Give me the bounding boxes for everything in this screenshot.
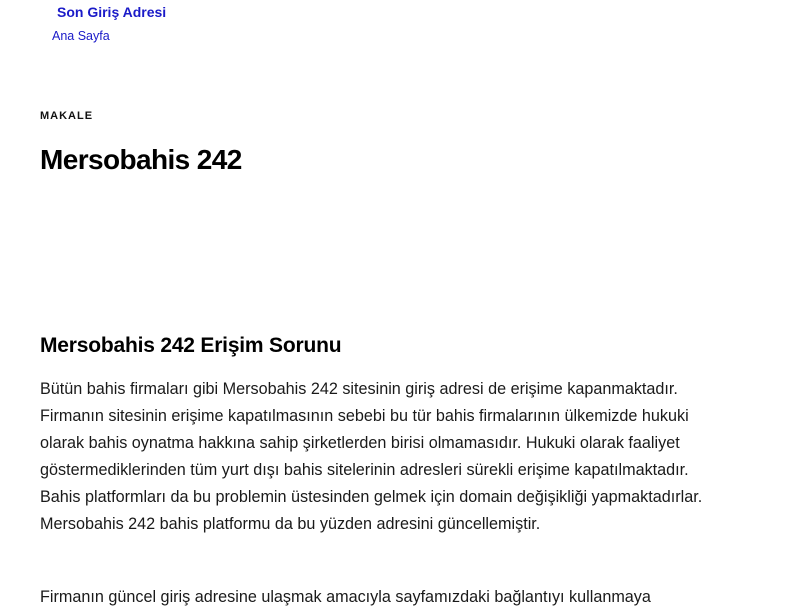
article-paragraph: Firmanın güncel giriş adresine ulaşmak amacıyla sayfamızdaki bağlantıyı kullanmaya	[40, 588, 651, 606]
article-paragraph: Bütün bahis firmaları gibi Mersobahis 242 sitesinin giriş adresi de erişime kapanmaktadır. Firmanın sitesinin erişime kapatılmasının sebebi bu tür bahis firmalarının ülkemizde hukuki olarak bahis oynatma hakkına sahip şirketlerden birisi olmamasıdır. Hukuki olarak faaliyet göstermediklerinden tüm yurt dışı bahis sitelerinin adresleri sürekli erişime kapatılmaktadır. Bahis platformları da bu problemin üstesinden gelmek için domain değişikliği yapmaktadırlar. Mersobahis 242 bahis platformu da bu yüzden adresini güncellemiştir.	[40, 380, 703, 533]
category-label[interactable]: MAKALE	[40, 110, 94, 122]
section-heading: Mersobahis 242 Erişim Sorunu	[40, 334, 342, 357]
nav-link-home[interactable]: Ana Sayfa	[52, 29, 110, 43]
site-header	[0, 0, 800, 60]
site-title-link[interactable]: Son Giriş Adresi	[57, 4, 167, 20]
page-title: Mersobahis 242	[40, 144, 242, 175]
